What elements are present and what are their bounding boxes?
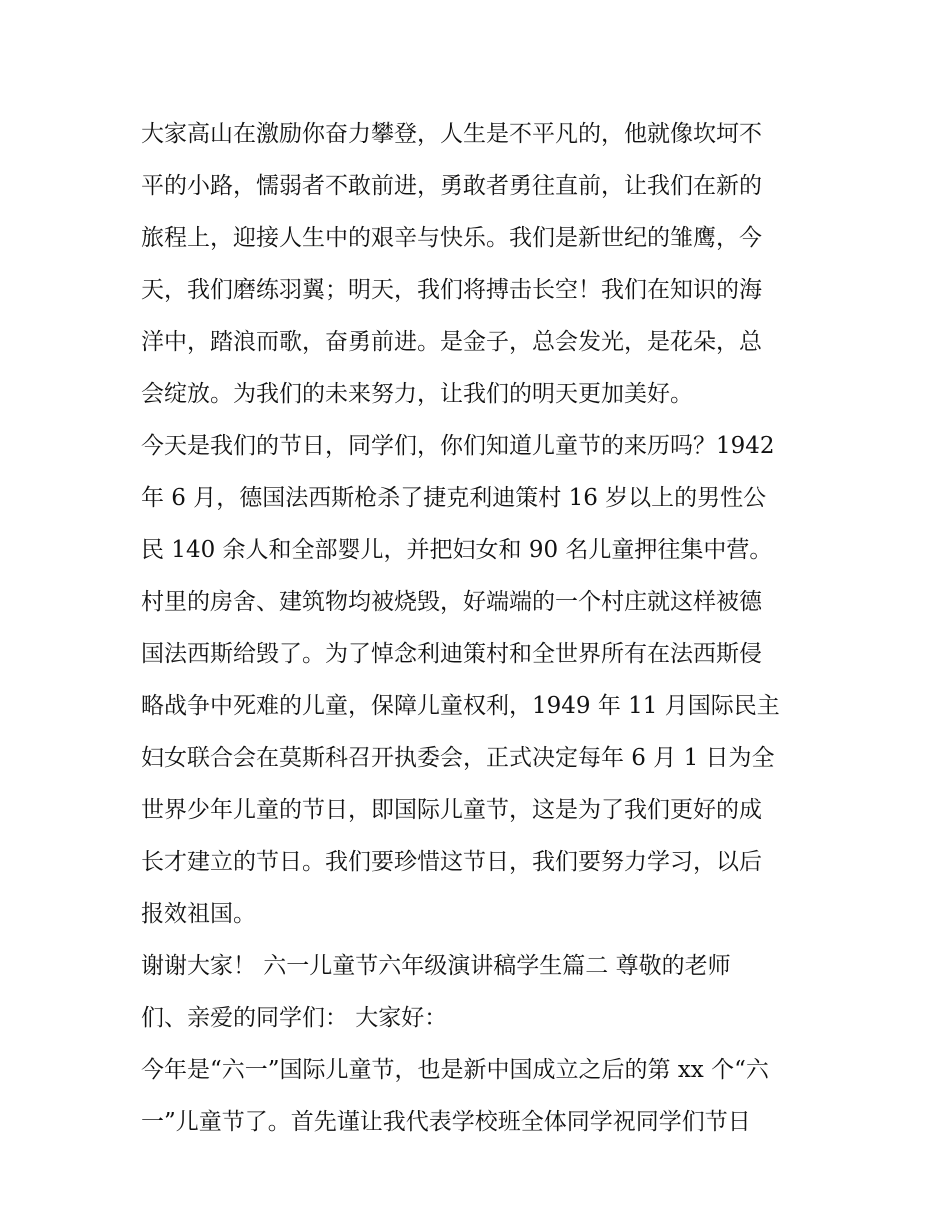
text-line: 村里的房舍、建筑物均被烧毁，好端端的一个村庄就这样被德 [141, 589, 762, 615]
text-line: 平的小路，懦弱者不敢前进，勇敢者勇往直前，让我们在新的 [141, 173, 762, 199]
text-line: 天，我们磨练羽翼；明天，我们将搏击长空！我们在知识的海 [141, 277, 762, 303]
text-line: 民 140 余人和全部婴儿，并把妇女和 90 名儿童押往集中营。 [141, 537, 773, 563]
text-line: 谢谢大家！ 六一儿童节六年级演讲稿学生篇二 尊敬的老师 [141, 953, 731, 979]
text-line: 今天是我们的节日，同学们，你们知道儿童节的来历吗？1942 [141, 433, 775, 459]
text-line: 会绽放。为我们的未来努力，让我们的明天更加美好。 [141, 381, 693, 407]
text-line: 报效祖国。 [141, 901, 256, 927]
text-line: 大家高山在激励你奋力攀登，人生是不平凡的，他就像坎坷不 [141, 121, 762, 147]
text-line: 旅程上，迎接人生中的艰辛与快乐。我们是新世纪的雏鹰，今 [141, 225, 762, 251]
text-line: 妇女联合会在莫斯科召开执委会，正式决定每年 6 月 1 日为全 [141, 745, 775, 771]
text-line: 洋中，踏浪而歌，奋勇前进。是金子，总会发光，是花朵，总 [141, 329, 762, 355]
text-line: 国法西斯给毁了。为了悼念利迪策村和全世界所有在法西斯侵 [141, 641, 762, 667]
document-body-text [141, 108, 821, 1148]
text-line: 长才建立的节日。我们要珍惜这节日，我们要努力学习，以后 [141, 849, 762, 875]
text-line: 年 6 月，德国法西斯枪杀了捷克利迪策村 16 岁以上的男性公 [141, 485, 767, 511]
text-line: 世界少年儿童的节日，即国际儿童节，这是为了我们更好的成 [141, 797, 762, 823]
text-line: 今年是“六一”国际儿童节，也是新中国成立之后的第 xx 个“六 [141, 1057, 769, 1083]
text-line: 一”儿童节了。首先谨让我代表学校班全体同学祝同学们节日 [141, 1109, 751, 1135]
text-line: 们、亲爱的同学们： 大家好： [141, 1005, 448, 1031]
text-line: 略战争中死难的儿童，保障儿童权利，1949 年 11 月国际民主 [141, 693, 780, 719]
